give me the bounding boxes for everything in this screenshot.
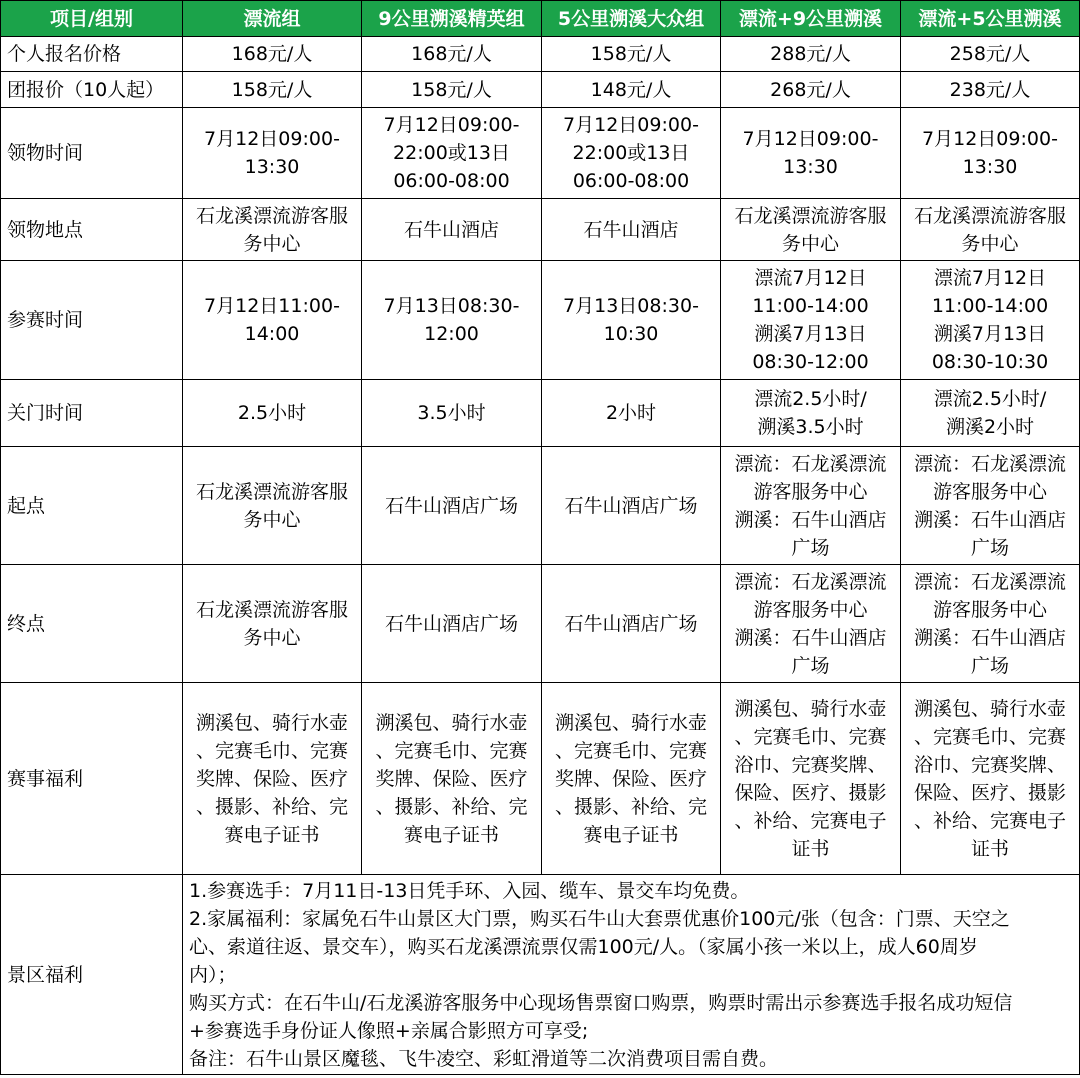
table-cell xyxy=(901,199,1080,261)
cell-line: 漂流7月12日 xyxy=(933,267,1047,289)
row-pickup-time xyxy=(1,108,1080,199)
row-finish xyxy=(1,565,1080,683)
cell-line: 148元/人 xyxy=(590,78,672,101)
cell-line: 、完赛毛巾、完赛 xyxy=(913,725,1066,748)
cell-line: 石牛山酒店广场 xyxy=(384,494,518,517)
cell-line: 游客服务中心 xyxy=(753,480,868,503)
cell-line: 保险、医疗、摄影 xyxy=(734,781,887,804)
cell-line: 288元/人 xyxy=(770,43,851,65)
cell-line: 漂流7月12日 xyxy=(754,267,867,289)
table-cell xyxy=(542,37,721,72)
table-cell xyxy=(901,380,1080,447)
cell-line: 奖牌、保险、医疗 xyxy=(195,767,348,790)
table-cell xyxy=(901,565,1080,683)
cell-line: 11:00-14:00 xyxy=(752,295,869,317)
cell-line: 广场 xyxy=(970,654,1009,677)
cell-line: 22:00或13日 xyxy=(393,142,510,164)
cell-line: 石龙溪漂流游客服 xyxy=(734,204,887,227)
table-cell xyxy=(901,261,1080,380)
cell-line: 证书 xyxy=(970,837,1009,860)
cell-line: 7月12日09:00- xyxy=(563,114,699,136)
cell-line: 石龙溪漂流游客服 xyxy=(913,204,1066,227)
scenic-line: +参赛选手身份证人像照+亲属合影照方可享受; xyxy=(189,1019,589,1042)
table-cell xyxy=(362,565,542,683)
cell-line: 12:00 xyxy=(424,323,479,345)
cell-line: 158元/人 xyxy=(411,78,492,101)
cell-line: 、摄影、补给、完 xyxy=(375,795,528,818)
cell-line: 漂流：石龙溪漂流 xyxy=(913,570,1066,593)
cell-line: 溯溪：石牛山酒店 xyxy=(734,508,887,531)
cell-line: 、完赛毛巾、完赛 xyxy=(195,739,348,762)
cell-line: 溯溪包、骑行水壶 xyxy=(734,697,887,720)
scenic-line: 内）； xyxy=(189,963,237,986)
cell-line: 168元/人 xyxy=(231,43,313,65)
table-cell xyxy=(901,108,1080,199)
row-label: 领物时间 xyxy=(1,108,183,199)
cell-line: 石龙溪漂流游客服 xyxy=(195,204,348,227)
scenic-line: 备注：石牛山景区魔毯、飞牛凌空、彩虹滑道等二次消费项目需自费。 xyxy=(189,1047,779,1070)
cell-line: 158元/人 xyxy=(231,78,313,101)
cell-line: 13:30 xyxy=(962,156,1018,178)
cell-line: 保险、医疗、摄影 xyxy=(913,781,1066,804)
cell-line: 7月12日09:00- xyxy=(742,128,879,150)
cell-line: 漂流：石龙溪漂流 xyxy=(734,570,887,593)
cell-line: 石牛山酒店广场 xyxy=(384,612,518,635)
cell-line: 溯溪包、骑行水壶 xyxy=(195,711,348,734)
table-cell xyxy=(901,37,1080,72)
table-cell xyxy=(183,565,362,683)
table-cell xyxy=(542,447,721,565)
cell-line: 石牛山酒店广场 xyxy=(564,612,698,635)
row-cutoff xyxy=(1,380,1080,447)
table-cell xyxy=(542,261,721,380)
cell-line: 7月12日09:00- xyxy=(383,114,520,136)
cell-line: 务中心 xyxy=(961,232,1019,255)
cell-line: 漂流2.5小时/ xyxy=(933,388,1047,410)
table-cell xyxy=(362,683,542,875)
cell-line: 08:30-10:30 xyxy=(931,351,1049,373)
cell-line: 广场 xyxy=(970,536,1009,559)
cell-line: 158元/人 xyxy=(590,43,672,65)
cell-line: 10:30 xyxy=(603,323,659,345)
cell-line: 13:30 xyxy=(244,156,300,178)
table-cell xyxy=(183,37,362,72)
cell-line: 溯溪：石牛山酒店 xyxy=(734,626,887,649)
cell-line: 、补给、完赛电子 xyxy=(913,809,1066,832)
cell-line: 、摄影、补给、完 xyxy=(554,795,707,818)
cell-line: 石牛山酒店广场 xyxy=(564,494,698,517)
table-cell xyxy=(183,683,362,875)
cell-line: 、完赛毛巾、完赛 xyxy=(554,739,707,762)
table-cell xyxy=(721,72,901,108)
cell-line: 广场 xyxy=(791,654,830,677)
header-group-rafting: 漂流组 xyxy=(183,1,362,37)
cell-line: 7月12日09:00- xyxy=(922,128,1058,150)
cell-line: 赛电子证书 xyxy=(583,823,679,846)
cell-line: 258元/人 xyxy=(949,43,1031,65)
scenic-benefits-text xyxy=(183,875,1080,1075)
table-cell xyxy=(183,380,362,447)
cell-line: 务中心 xyxy=(243,508,301,531)
cell-line: 奖牌、保险、医疗 xyxy=(554,767,707,790)
cell-line: 14:00 xyxy=(244,323,300,345)
cell-line: 溯溪包、骑行水壶 xyxy=(554,711,707,734)
row-label: 团报价（10人起） xyxy=(1,72,183,108)
cell-line: 溯溪3.5小时 xyxy=(757,416,864,438)
header-group-9km: 9公里溯溪精英组 xyxy=(362,1,542,37)
table-cell xyxy=(721,108,901,199)
cell-line: 奖牌、保险、医疗 xyxy=(375,767,528,790)
cell-line: 、完赛毛巾、完赛 xyxy=(734,725,887,748)
row-label: 关门时间 xyxy=(1,380,183,447)
table-cell xyxy=(721,37,901,72)
table-cell xyxy=(183,108,362,199)
row-race-time xyxy=(1,261,1080,380)
table-cell xyxy=(542,380,721,447)
table-cell xyxy=(183,261,362,380)
table-cell xyxy=(362,199,542,261)
row-label: 起点 xyxy=(1,447,183,565)
table-cell xyxy=(721,683,901,875)
table-cell xyxy=(542,199,721,261)
table-cell xyxy=(362,380,542,447)
cell-line: 游客服务中心 xyxy=(932,480,1047,503)
scenic-line: 心、索道往返、景交车），购买石龙溪漂流票仅需100元/人。（家属小孩一米以上，成人60周岁 xyxy=(189,935,978,958)
row-benefits xyxy=(1,683,1080,875)
cell-line: 22:00或13日 xyxy=(572,142,690,164)
table-cell xyxy=(901,683,1080,875)
cell-line: 漂流2.5小时/ xyxy=(754,388,867,410)
table-cell xyxy=(721,380,901,447)
cell-line: 7月13日08:30- xyxy=(383,295,520,317)
row-price-group xyxy=(1,72,1080,108)
cell-line: 2小时 xyxy=(605,402,657,424)
cell-line: 168元/人 xyxy=(411,43,492,65)
cell-line: 务中心 xyxy=(781,232,839,255)
row-start xyxy=(1,447,1080,565)
table-cell xyxy=(183,447,362,565)
row-label: 领物地点 xyxy=(1,199,183,261)
table-cell xyxy=(362,447,542,565)
table-cell xyxy=(183,199,362,261)
cell-line: 赛电子证书 xyxy=(403,823,499,846)
cell-line: 务中心 xyxy=(243,232,301,255)
cell-line: 3.5小时 xyxy=(417,402,486,424)
row-label: 景区福利 xyxy=(1,875,183,1075)
cell-line: 溯溪：石牛山酒店 xyxy=(913,626,1066,649)
table-cell xyxy=(362,72,542,108)
scenic-line: 2.家属福利：家属免石牛山景区大门票，购买石牛山大套票优惠价100元/张（包含：门票、天空之 xyxy=(189,907,1010,930)
cell-line: 08:30-12:00 xyxy=(752,351,869,373)
table-cell xyxy=(362,37,542,72)
row-label: 参赛时间 xyxy=(1,261,183,380)
cell-line: 11:00-14:00 xyxy=(931,295,1049,317)
cell-line: 7月13日08:30- xyxy=(563,295,699,317)
cell-line: 、摄影、补给、完 xyxy=(195,795,348,818)
scenic-line: 购买方式：在石牛山/石龙溪游客服务中心现场售票窗口购票，购票时需出示参赛选手报名成功短信 xyxy=(189,991,1013,1014)
table-cell xyxy=(901,72,1080,108)
cell-line: 13:30 xyxy=(783,156,838,178)
table-cell xyxy=(901,447,1080,565)
table-cell xyxy=(721,199,901,261)
cell-line: 溯溪2小时 xyxy=(945,416,1035,438)
cell-line: 7月12日09:00- xyxy=(204,128,340,150)
cell-line: 证书 xyxy=(791,837,830,860)
row-price-individual xyxy=(1,37,1080,72)
row-label: 个人报名价格 xyxy=(1,37,183,72)
cell-line: 238元/人 xyxy=(949,78,1031,101)
row-pickup-place xyxy=(1,199,1080,261)
cell-line: 溯溪7月13日 xyxy=(933,323,1047,345)
table-cell xyxy=(362,261,542,380)
row-label: 终点 xyxy=(1,565,183,683)
header-group-5km: 5公里溯溪大众组 xyxy=(542,1,721,37)
header-row xyxy=(1,1,1080,37)
cell-line: 268元/人 xyxy=(770,78,851,101)
table-cell xyxy=(721,261,901,380)
cell-line: 溯溪：石牛山酒店 xyxy=(913,508,1066,531)
table-cell xyxy=(721,447,901,565)
header-label: 项目/组别 xyxy=(1,1,183,37)
cell-line: 、补给、完赛电子 xyxy=(734,809,887,832)
cell-line: 溯溪包、骑行水壶 xyxy=(913,697,1066,720)
cell-line: 石龙溪漂流游客服 xyxy=(195,598,348,621)
scenic-line: 1.参赛选手：7月11日-13日凭手环、入园、缆车、景交车均免费。 xyxy=(189,879,750,902)
cell-line: 溯溪包、骑行水壶 xyxy=(375,711,528,734)
cell-line: 石牛山酒店 xyxy=(583,218,679,241)
cell-line: 7月12日11:00- xyxy=(204,295,340,317)
table-cell xyxy=(721,565,901,683)
table-cell xyxy=(362,108,542,199)
header-group-rafting-9km: 漂流+9公里溯溪 xyxy=(721,1,901,37)
cell-line: 、完赛毛巾、完赛 xyxy=(375,739,528,762)
cell-line: 浴巾、完赛奖牌、 xyxy=(734,753,887,776)
cell-line: 石牛山酒店 xyxy=(403,218,499,241)
cell-line: 浴巾、完赛奖牌、 xyxy=(913,753,1066,776)
row-scenic xyxy=(1,875,1080,1075)
table-cell xyxy=(542,683,721,875)
cell-line: 游客服务中心 xyxy=(932,598,1047,621)
cell-line: 2.5小时 xyxy=(237,402,307,424)
table-cell xyxy=(183,72,362,108)
cell-line: 石龙溪漂流游客服 xyxy=(195,480,348,503)
cell-line: 漂流：石龙溪漂流 xyxy=(913,452,1066,475)
cell-line: 溯溪7月13日 xyxy=(754,323,867,345)
cell-line: 务中心 xyxy=(243,626,301,649)
cell-line: 漂流：石龙溪漂流 xyxy=(734,452,887,475)
cell-line: 游客服务中心 xyxy=(753,598,868,621)
table-cell xyxy=(542,72,721,108)
cell-line: 06:00-08:00 xyxy=(572,170,690,192)
cell-line: 06:00-08:00 xyxy=(393,170,510,192)
table-cell xyxy=(542,108,721,199)
table-cell xyxy=(542,565,721,683)
row-label: 赛事福利 xyxy=(1,683,183,875)
cell-line: 赛电子证书 xyxy=(224,823,320,846)
header-group-rafting-5km: 漂流+5公里溯溪 xyxy=(901,1,1080,37)
cell-line: 广场 xyxy=(791,536,830,559)
